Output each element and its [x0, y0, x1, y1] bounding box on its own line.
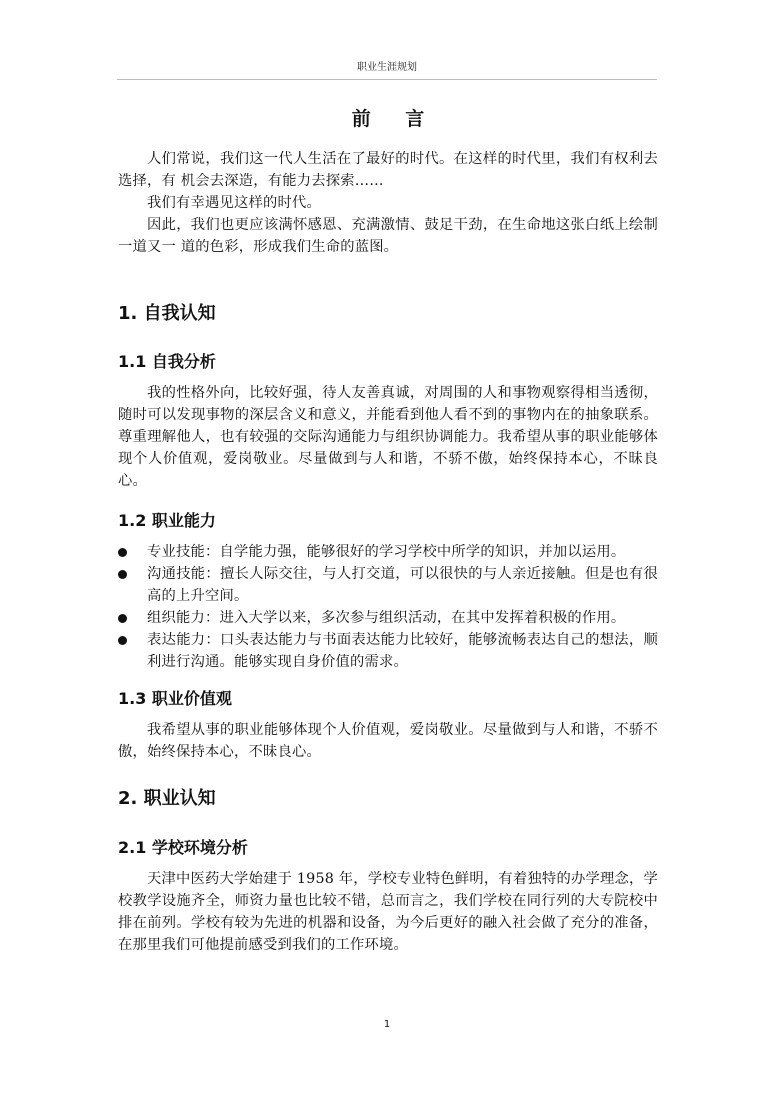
- bullet-icon: [118, 636, 127, 645]
- running-header: 职业生涯规划: [357, 62, 417, 73]
- document-body: [118, 104, 658, 956]
- header-divider: [117, 79, 657, 80]
- subsection-heading-self-analysis: 1.1 自我分析: [118, 352, 216, 371]
- preface-paragraph-3: 因此，我们也更应该满怀感恩、充满激情、鼓足干劲，在生命地这张白纸上绘制一道又一 道的色彩，形成我们生命的蓝图。: [118, 217, 658, 255]
- preface-paragraph-1: 人们常说，我们这一代人生活在了最好的时代。在这样的时代里，我们有权利去选择，有 机会去深造，有能力去探索……: [118, 151, 658, 189]
- section-heading-self-awareness: 1. 自我认知: [118, 303, 216, 324]
- list-item-text: 组织能力：进入大学以来，多次参与组织活动，在其中发挥着积极的作用。: [147, 610, 626, 626]
- bullet-icon: [118, 548, 127, 557]
- career-values-paragraph: 我希望从事的职业能够体现个人价值观，爱岗敬业。尽量做到与人和谐，不骄不傲，始终保持本心，不昧良心。: [118, 722, 658, 760]
- subsection-heading-career-abilities: 1.2 职业能力: [118, 511, 216, 530]
- list-item: [118, 607, 658, 629]
- preface-title: 前 言: [351, 108, 439, 130]
- list-item-text: 表达能力：口头表达能力与书面表达能力比较好，能够流畅表达自己的想法，顺利进行沟通。能够实现自身价值的需求。: [147, 632, 658, 670]
- bullet-icon: [118, 614, 127, 623]
- list-item-text: 沟通技能：擅长人际交往，与人打交道，可以很快的与人亲近接触。但是也有很高的上升空间。: [147, 566, 658, 604]
- school-environment-paragraph: 天津中医药大学始建于 1958 年，学校专业特色鲜明，有着独特的办学理念，学校教学设施齐全，师资力量也比较不错，总而言之，我们学校在同行列的大专院校中排在前列。学校有较为先进的机器和设备，为今后更好的融入社会做了充分的准备，在那里我们可他提前感受到我们的工作环境。: [118, 871, 658, 953]
- page-number: 1: [383, 1019, 391, 1030]
- list-item: [118, 541, 658, 563]
- bullet-icon: [118, 570, 127, 579]
- section-heading-career-awareness: 2. 职业认知: [118, 788, 216, 809]
- list-item: [118, 563, 658, 607]
- self-analysis-paragraph: 我的性格外向，比较好强，待人友善真诚，对周围的人和事物观察得相当透彻，随时可以发现事物的深层含义和意义，并能看到他人看不到的事物内在的抽象联系。 尊重理解他人，也有较强的交际沟通能力与组织协调能力。我希望从事的职业能够体现个人价值观，爱岗敬业。尽量做到与人和谐，不骄不傲，始终保持本心，不昧良心。: [118, 385, 658, 489]
- list-item: [118, 629, 658, 673]
- list-item-text: 专业技能：自学能力强，能够很好的学习学校中所学的知识，并加以运用。: [147, 544, 626, 560]
- subsection-heading-school-environment: 2.1 学校环境分析: [118, 838, 248, 857]
- subsection-heading-career-values: 1.3 职业价值观: [118, 689, 232, 708]
- preface-paragraph-2: 我们有幸遇见这样的时代。: [147, 195, 321, 211]
- abilities-list: [118, 541, 658, 673]
